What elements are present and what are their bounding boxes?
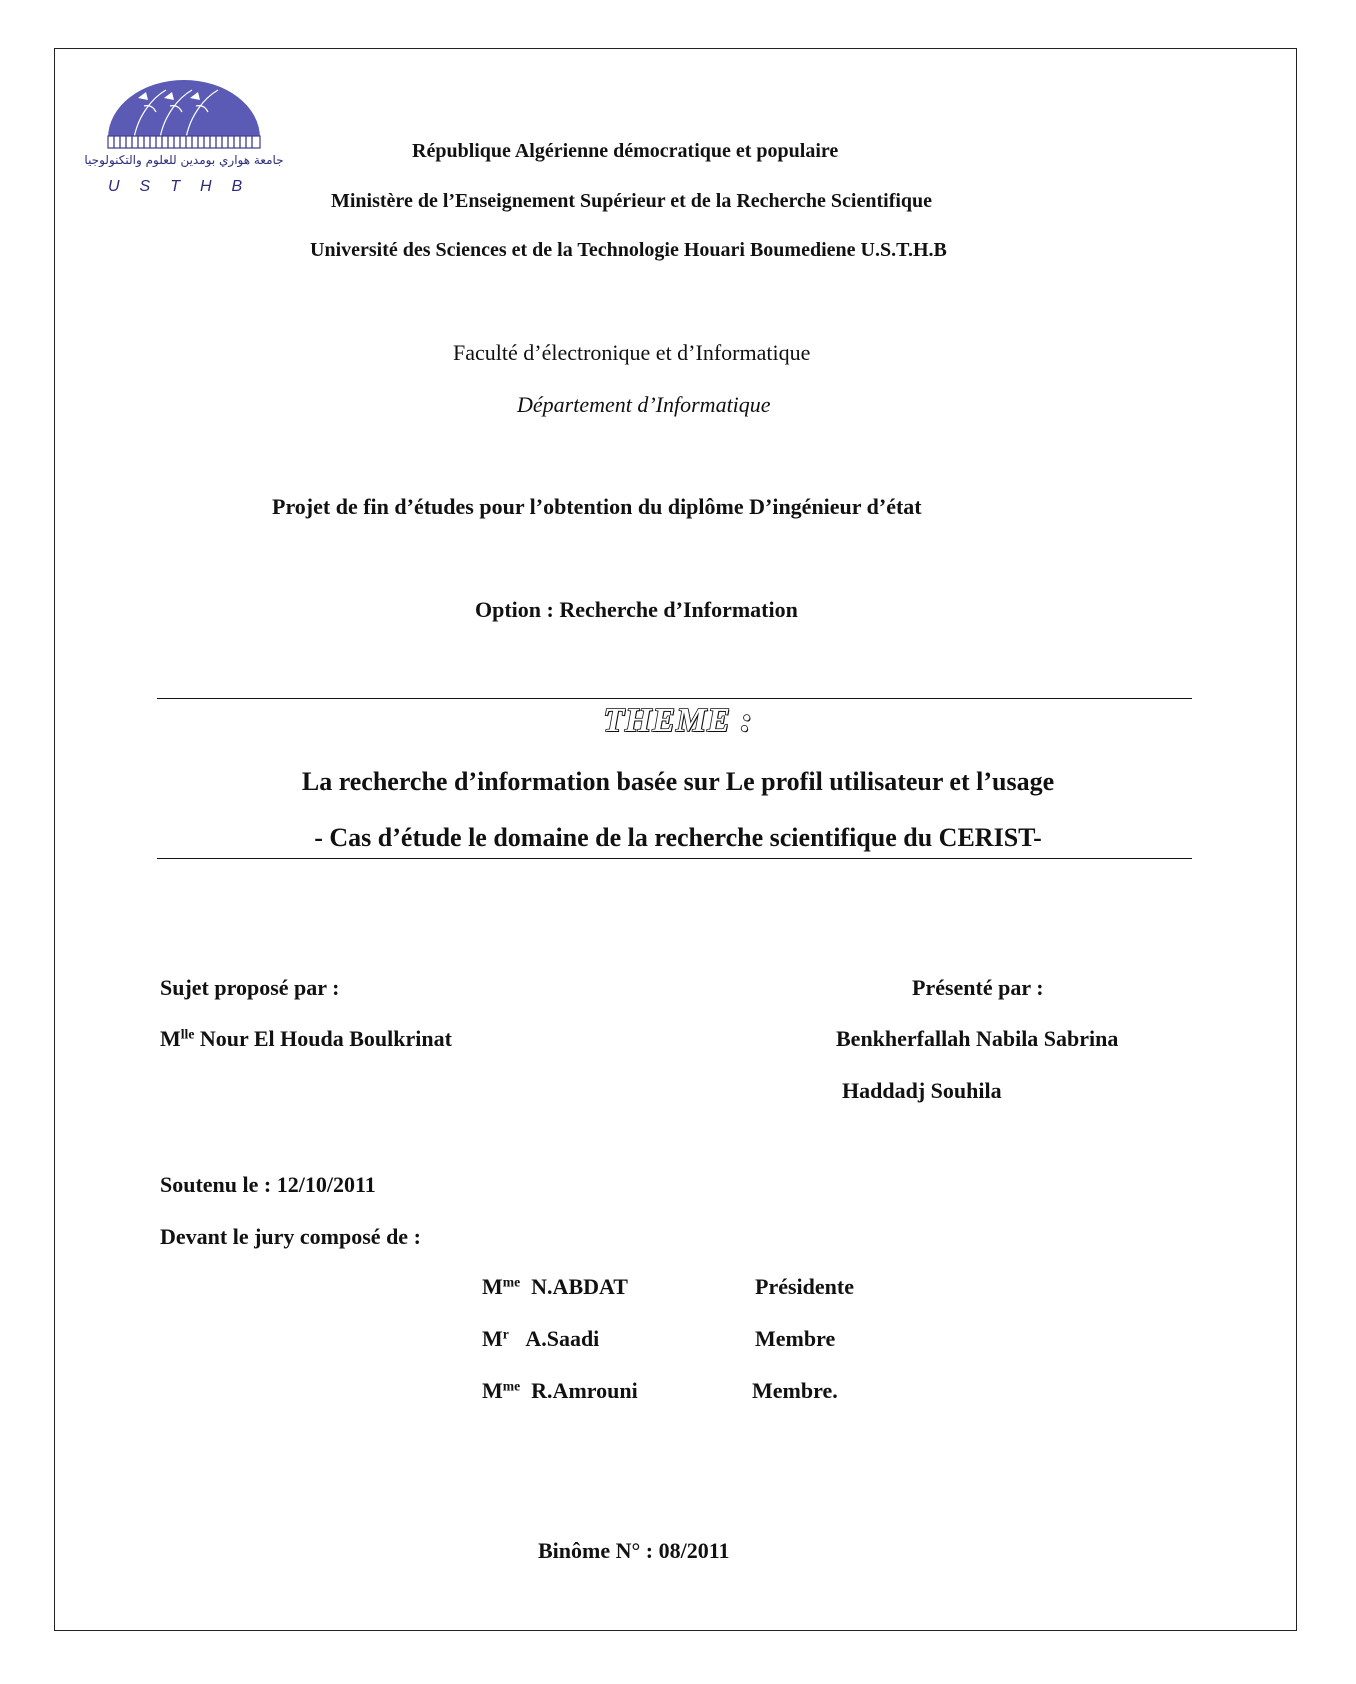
- presenters-label: Présenté par :: [912, 975, 1044, 1000]
- proposer-label: Sujet proposé par :: [160, 975, 340, 1000]
- theme-title: La recherche d’information basée sur Le profil utilisateur et l’usage: [301, 767, 1055, 796]
- theme-label: THEME :: [603, 702, 753, 739]
- option-line: Option : Recherche d’Information: [475, 597, 798, 622]
- binome-number: Binôme N° : 08/2011: [538, 1538, 730, 1563]
- jury-member-role: Membre.: [752, 1378, 838, 1403]
- department-name: Département d’Informatique: [517, 392, 771, 417]
- theme-bottom-rule: [157, 858, 1192, 859]
- ministry-heading: Ministère de l’Enseignement Supérieur et de la Recherche Scientifique: [331, 190, 933, 212]
- republic-heading: République Algérienne démocratique et populaire: [412, 140, 839, 162]
- theme-top-rule: [157, 698, 1192, 699]
- jury-member-role: Membre: [755, 1326, 836, 1351]
- presenter-name: Haddadj Souhila: [842, 1078, 1002, 1103]
- jury-member-name: $M^{me}$ R.Amrouni: [482, 1378, 638, 1403]
- faculty-name: Faculté d’électronique et d’Informatique: [453, 340, 811, 365]
- jury-member-role: Présidente: [755, 1274, 854, 1299]
- university-heading: Université des Sciences et de la Technologie Houari Boumediene U.S.T.H.B: [310, 239, 947, 261]
- defense-date: Soutenu le : 12/10/2011: [160, 1172, 376, 1197]
- proposer-name: $M^{lle}$ Nour El Houda Boulkrinat: [160, 1026, 452, 1051]
- presenter-name: Benkherfallah Nabila Sabrina: [836, 1026, 1119, 1051]
- jury-member-name: $M^r$ A.Saadi: [482, 1326, 600, 1351]
- theme-subtitle: - Cas d’étude le domaine de la recherche scientifique du CERIST-: [314, 823, 1042, 852]
- logo-arabic-text: جامعة هواري بومدين للعلوم والتكنولوجيا: [84, 153, 284, 167]
- logo-latin-text: USTHB: [108, 178, 263, 195]
- jury-member-name: $M^{me}$ N.ABDAT: [482, 1274, 628, 1299]
- project-description: Projet de fin d’études pour l’obtention du diplôme D’ingénieur d’état: [272, 494, 922, 519]
- jury-label: Devant le jury composé de :: [160, 1224, 421, 1249]
